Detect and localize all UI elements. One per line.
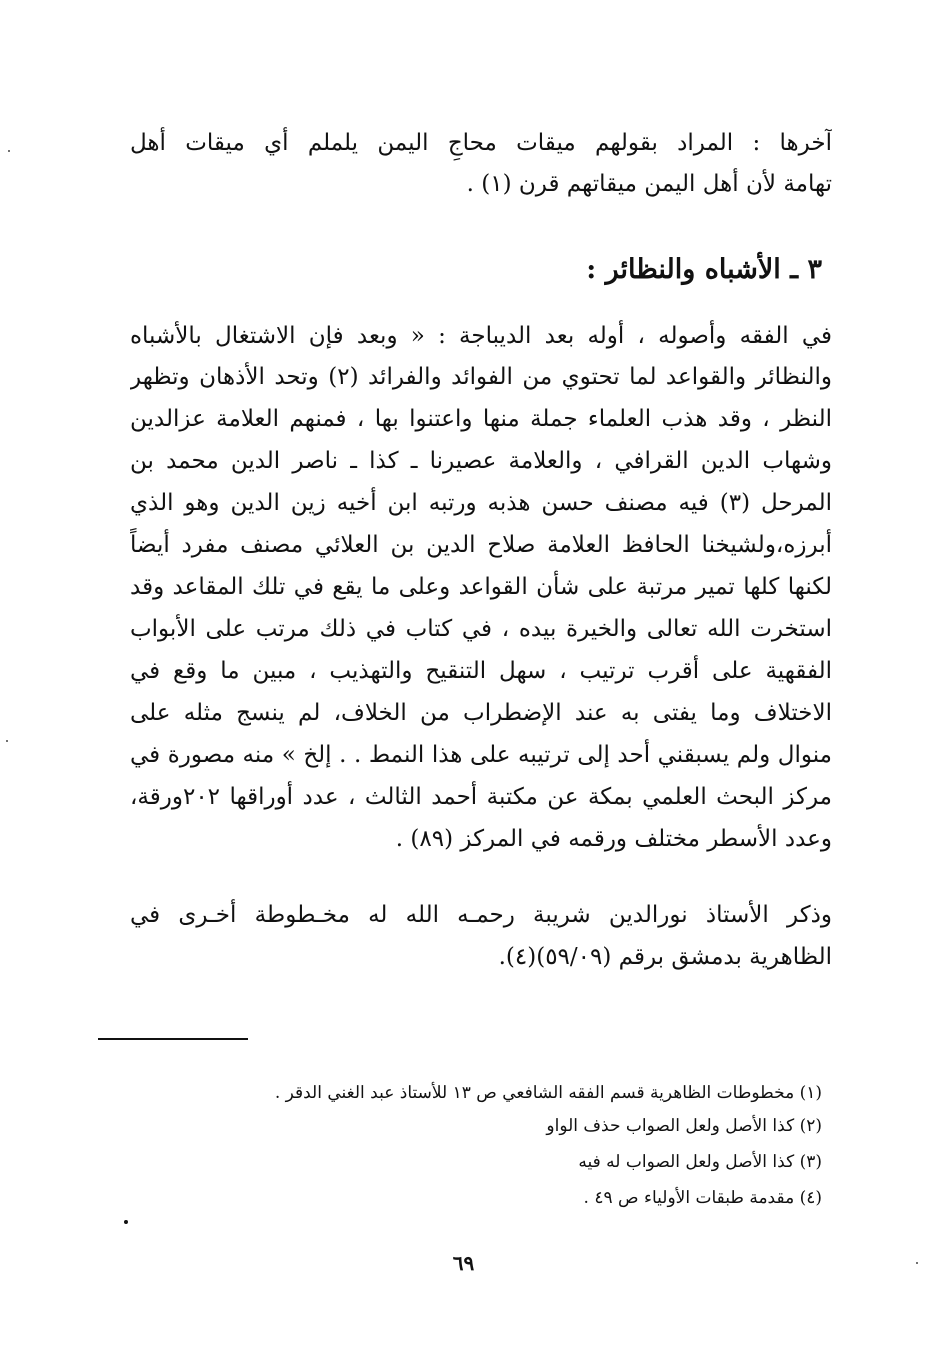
paragraph-line: وذكر الأستاذ نورالدين شريبة رحمـه الله له مخـطوطة أخـرى في (130, 902, 832, 928)
footnote: (٢) كذا الأصل ولعل الصواب حذف الواو (546, 1116, 822, 1136)
footnote-separator (98, 1038, 248, 1040)
paragraph-line: مركز البحث العلمي بمكة عن مكتبة أحمد الثالث ، عدد أوراقها ٢٠٢ورقة، (130, 784, 832, 810)
paragraph-line: في الفقه وأصوله ، أوله بعد الديباجة : « وبعد فإن الاشتغال بالأشباه (130, 323, 832, 349)
paragraph-line: تهامة لأن أهل اليمن ميقاتهم قرن (١) . (466, 171, 832, 197)
footnote: (٣) كذا الأصل ولعل الصواب له فيه (578, 1152, 822, 1172)
page-number: ٦٩ (452, 1251, 475, 1275)
paragraph-line: أبرزه،ولشيخنا الحافظ العلامة صلاح الدين بن العلائي مصنف مفرد أيضاً (130, 532, 832, 558)
paragraph-line: لكنها كلها تمير مرتبة على شأن القواعد وعلى ما يقع في تلك المقاعد وقد (130, 574, 832, 600)
scan-speck (6, 740, 8, 742)
paragraph-line: استخرت الله تعالى والخيرة بيده ، في كتاب في ذلك مرتب على الأبواب (130, 616, 832, 642)
paragraph-line: النظر ، وقد هذب العلماء جملة منها واعتنوا بها ، فمنهم العلامة عزالدين (130, 406, 832, 432)
paragraph-line: والنظائر والقواعد لما تحتوي من الفوائد والفرائد (٢) وتحد الأذهان وتظهر (130, 364, 832, 390)
paragraph-line: وعدد الأسطر مختلف ورقمه في المركز (٨٩) . (395, 826, 832, 852)
paragraph-line: الفقهية على أقرب ترتيب ، سهل التنقيح والتهذيب ، مبين ما وقع في (130, 658, 832, 684)
section-heading: ٣ ـ الأشباه والنظائر : (586, 254, 822, 285)
footnote: (٤) مقدمة طبقات الأولياء ص ٤٩ . (583, 1188, 822, 1208)
paragraph-line: الاختلاف وما يفتى به عند الإضطراب من الخلاف، لم ينسج مثله على (130, 700, 832, 726)
print-mark (124, 1220, 128, 1224)
paragraph-line: وشهاب الدين القرافي ، والعلامة عصيرنا ـ كذا ـ ناصر الدين محمد بن (130, 448, 832, 474)
paragraph-line: آخرها : المراد بقولهم ميقات محاجِ اليمن يلملم أي ميقات أهل (130, 130, 832, 156)
scan-speck (8, 150, 10, 152)
paragraph-line: المرحل (٣) فيه مصنف حسن هذبه ورتبه ابن أخيه زين الدين وهو الذي (130, 490, 832, 516)
scan-speck (916, 1262, 918, 1264)
paragraph-line: الظاهرية بدمشق برقم (٥٩/٠٩)(٤). (498, 944, 832, 970)
paragraph-line: منوال ولم يسبقني أحد إلى ترتيبه على هذا النمط . . إلخ » منه مصورة في (130, 742, 832, 768)
footnote: (١) مخطوطات الظاهرية قسم الفقه الشافعي ص ١٣ للأستاذ عبد الغني الدقر . (274, 1083, 822, 1103)
